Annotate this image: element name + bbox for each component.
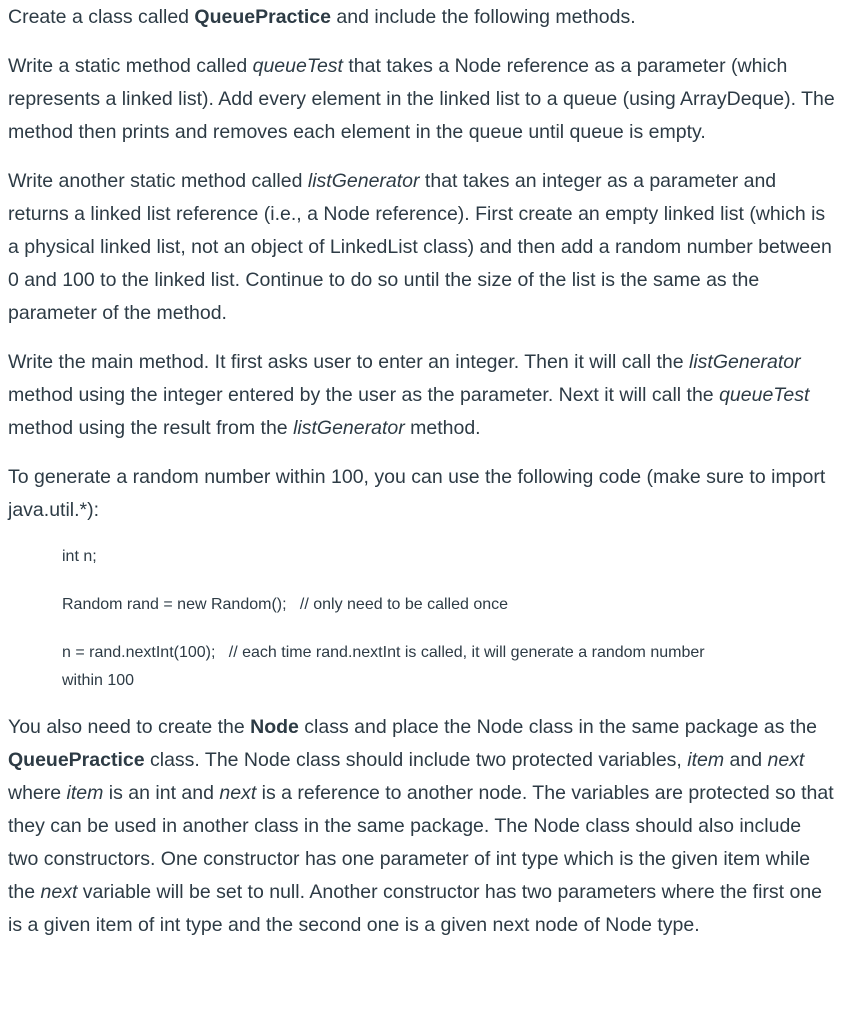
class-name-node: Node bbox=[250, 716, 299, 738]
class-name-queuepractice: QueuePractice bbox=[194, 6, 331, 28]
main-text-3: method using the result from the bbox=[8, 417, 294, 439]
node-text-4: and bbox=[724, 749, 768, 771]
node-text-2: class and place the Node class in the same package as the bbox=[298, 716, 818, 738]
main-text-4: method. bbox=[404, 417, 481, 439]
listgenerator-paragraph bbox=[8, 165, 836, 330]
method-ref-listgenerator: listGenerator bbox=[689, 351, 801, 373]
main-text-1: Write the main method. It first asks user to enter an integer. Then it will call the bbox=[8, 351, 690, 373]
method-ref-queuetest: queueTest bbox=[719, 384, 810, 406]
node-class-paragraph bbox=[8, 711, 836, 942]
var-next-2: next bbox=[219, 782, 257, 804]
intro-paragraph bbox=[8, 0, 836, 34]
random-note-paragraph: To generate a random number within 100, you can use the following code (make sure to import java.util.*): bbox=[8, 466, 826, 521]
var-next: next bbox=[767, 749, 805, 771]
method-name-listgenerator: listGenerator bbox=[307, 170, 420, 192]
code-line-nextint-text: n = rand.nextInt(100); // each time rand.nextInt is called, it will generate a random number bbox=[62, 644, 705, 661]
main-method-paragraph bbox=[8, 346, 836, 445]
node-text-5: where bbox=[8, 782, 67, 804]
class-name-queuepractice-ref: QueuePractice bbox=[8, 749, 145, 771]
node-text-7: is a reference to another node. The variables are protected so that they can be used in another class in the same package. The Node class should also include two constructors. One constructor has one parameter of int type which is the given item while the bbox=[8, 782, 834, 903]
node-text-6: is an int and bbox=[103, 782, 220, 804]
listgenerator-text-end: that takes an integer as a parameter and returns a linked list reference (i.e., a Node reference). First create an empty linked list (which is a physical linked list, not an object of LinkedList class) and then add a random number between 0 and 100 to the linked list. Continue to do so until the size of the list is the same as the parameter of the method. bbox=[8, 170, 832, 324]
listgenerator-text: Write another static method called bbox=[8, 170, 308, 192]
var-item: item bbox=[687, 749, 725, 771]
var-item-2: item bbox=[66, 782, 104, 804]
var-next-3: next bbox=[40, 881, 78, 903]
intro-text-end: and include the following methods. bbox=[331, 6, 636, 28]
code-line-random: Random rand = new Random(); // only need to be called once bbox=[62, 596, 509, 613]
code-line-declare: int n; bbox=[62, 548, 97, 565]
code-sample bbox=[8, 543, 836, 695]
queuetest-paragraph bbox=[8, 50, 836, 149]
node-text-3: class. The Node class should include two protected variables, bbox=[144, 749, 688, 771]
code-line-nextint-wrap: within 100 bbox=[62, 672, 135, 689]
node-text-8: variable will be set to null. Another constructor has two parameters where the first one is a given item of int type and the second one is a given next node of Node type. bbox=[8, 881, 823, 936]
main-text-2: method using the integer entered by the user as the parameter. Next it will call the bbox=[8, 384, 720, 406]
method-name-queuetest: queueTest bbox=[252, 55, 343, 77]
intro-text: Create a class called bbox=[8, 6, 195, 28]
node-text-1: You also need to create the bbox=[8, 716, 251, 738]
method-ref-listgenerator-2: listGenerator bbox=[293, 417, 405, 439]
queuetest-text: Write a static method called bbox=[8, 55, 253, 77]
queuetest-text-end: that takes a Node reference as a parameter (which represents a linked list). Add every element in the linked list to a queue (using ArrayDeque). The method then prints and removes each element in the queue until queue is empty. bbox=[8, 55, 835, 143]
code-line-nextint bbox=[62, 639, 836, 695]
